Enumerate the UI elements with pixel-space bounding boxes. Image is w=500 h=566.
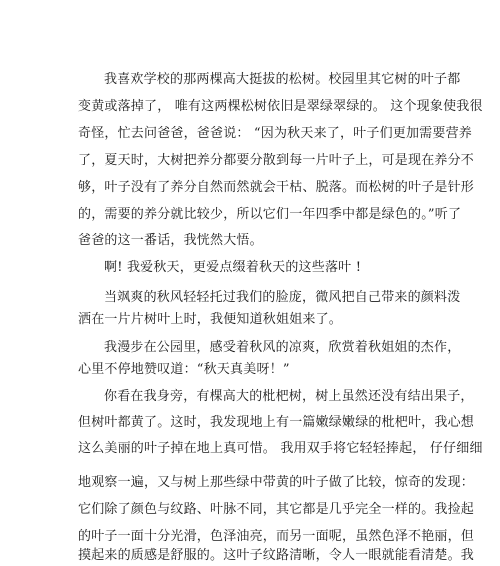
text-line: 奇怪，忙去问爸爸，爸爸说： “因为秋天来了，叶子们更加需要营养 [78,126,472,141]
text-line: 摸起来的质感是舒服的。这叶子纹路清晰，令人一眼就能看清楚。我 [78,548,475,563]
text-line: 啊! 我爱秋天，更爱点缀着秋天的这些落叶 ! [104,260,362,275]
text-line: 心里不停地赞叹道：“秋天真美呀！” [78,362,290,377]
text-line: 洒在一片片树叶上时，我便知道秋姐姐来了。 [78,312,343,327]
text-line: 爸爸的这一番话，我恍然大悟。 [78,233,263,248]
text-line: 够，叶子没有了养分自然而然就会干枯、脱落。而松树的叶子是针形 [78,180,475,195]
text-line: 的，需要的养分就比较少，所以它们一年四季中都是绿色的。”听了 [78,207,462,222]
text-line: 了，夏天时，大树把养分都要分散到每一片叶子上，可是现在养分不 [78,153,475,168]
text-line: 我漫步在公园里，感受着秋风的凉爽，欣赏着秋姐姐的杰作， [104,340,461,355]
text-line: 当飒爽的秋风轻轻托过我们的脸庞，微风把自己带来的颜料泼 [104,290,461,305]
text-line: 它们除了颜色与纹路、叶脉不同，其它都是几乎完全一样的。我捡起 [78,502,475,517]
text-line: 我喜欢学校的那两棵高大挺拔的松树。校园里其它树的叶子都 [104,72,461,87]
text-line: 你看在我身旁，有棵高大的枇杷树，树上虽然还没有结出果子， [104,389,474,404]
text-line: 但树叶都黄了。这时，我发现地上有一篇嫩绿嫩绿的枇杷叶，我心想 [78,415,475,430]
text-line: 这么美丽的叶子掉在地上真可惜。 我用双手将它轻轻捧起， 仔仔细细 [78,441,483,456]
text-line: 变黄或落掉了， 唯有这两棵松树依旧是翠绿翠绿的。 这个现象使我很 [78,99,483,114]
text-line: 地观察一遍，又与树上那些绿中带黄的叶子做了比较，惊奇的发现： [78,475,475,490]
text-line: 的叶子一面十分光滑，色泽油亮，而另一面呢，虽然色泽不艳丽，但 [78,529,475,544]
